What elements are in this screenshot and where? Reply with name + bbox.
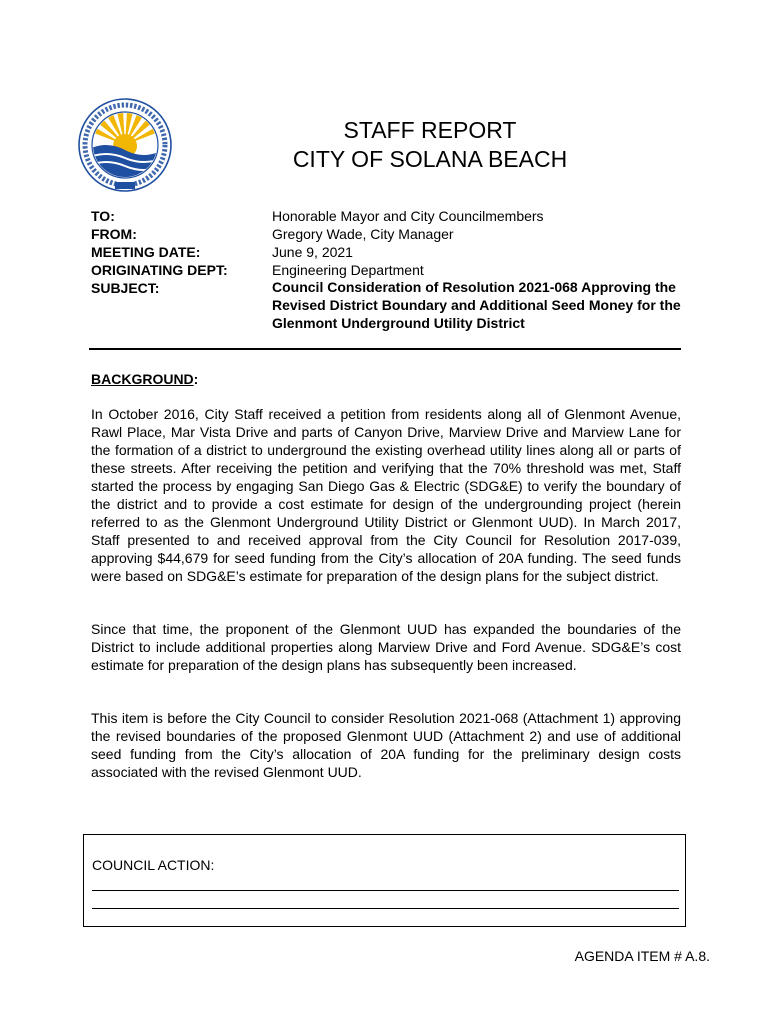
city-name-title: CITY OF SOLANA BEACH — [292, 146, 568, 172]
subject-label: SUBJECT: — [91, 280, 160, 296]
meeting-date-value: June 9, 2021 — [272, 244, 353, 260]
to-value: Honorable Mayor and City Councilmembers — [272, 208, 544, 224]
council-action-box — [83, 834, 686, 927]
originating-dept-label: ORIGINATING DEPT: — [91, 262, 228, 278]
agenda-item-number: AGENDA ITEM # A.8. — [574, 948, 710, 964]
background-heading — [91, 370, 198, 388]
header-divider — [89, 348, 681, 350]
council-action-line-2 — [92, 908, 679, 909]
from-value: Gregory Wade, City Manager — [272, 226, 454, 242]
background-heading-colon: : — [193, 371, 199, 387]
background-heading-text: BACKGROUND — [91, 371, 194, 387]
background-paragraph-3: This item is before the City Council to consider Resolution 2021-068 (Attachment 1) approving the revised boundaries of the proposed Glenmont UUD (Attachment 2) and use of additional seed funding from the City’s allocation of 20A funding for the preliminary design costs associated with the revised Glenmont UUD. — [91, 710, 681, 780]
subject-value: Council Consideration of Resolution 2021-068 Approving the Revised District Boundary and Additional Seed Money for the Glenmont Underground Utility District — [272, 279, 681, 331]
background-paragraph-1: In October 2016, City Staff received a petition from residents along all of Glenmont Avenue, Rawl Place, Mar Vista Drive and parts of Canyon Drive, Marview Drive and Marview Lane for the formation of a district to underground the existing overhead utility lines along all or parts of these streets. After receiving the petition and verifying that the 70% threshold was met, Staff started the process by engaging San Diego Gas & Electric (SDG&E) to verify the boundary of the district and to provide a cost estimate for design of the undergrounding project (herein referred to as the Glenmont Underground Utility District or Glenmont UUD). In March 2017, Staff presented to and received approval from the City Council for Resolution 2017-039, approving $44,679 for seed funding from the City’s allocation of 20A funding. The seed funds were based on SDG&E’s estimate for preparation of the design plans for the subject district. — [91, 406, 681, 584]
council-action-line-1 — [92, 890, 679, 891]
from-label: FROM: — [91, 226, 137, 242]
council-action-label: COUNCIL ACTION: — [92, 857, 215, 873]
report-title: STAFF REPORT — [343, 117, 517, 143]
background-paragraph-2: Since that time, the proponent of the Glenmont UUD has expanded the boundaries of the District to include additional properties along Marview Drive and Ford Avenue. SDG&E’s cost estimate for preparation of the design plans has subsequently been increased. — [91, 621, 681, 673]
to-label: TO: — [91, 208, 115, 224]
city-seal-logo — [62, 96, 188, 196]
meeting-date-label: MEETING DATE: — [91, 244, 201, 260]
originating-dept-value: Engineering Department — [272, 262, 424, 278]
